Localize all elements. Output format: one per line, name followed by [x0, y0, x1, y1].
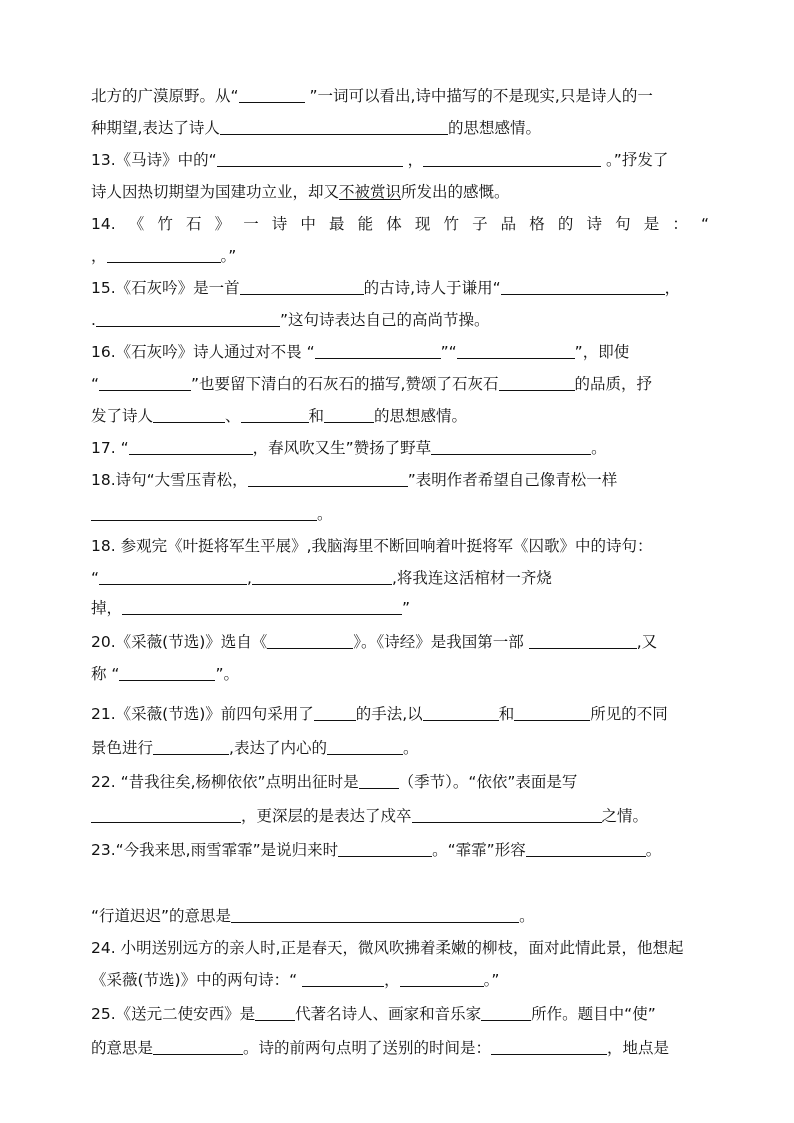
answer-blank[interactable]	[423, 151, 601, 167]
line-q14-1: 14. 《 竹 石 》 一 诗 中 最 能 体 现 竹 子 品 格 的 诗 句 是 ： “	[91, 215, 709, 233]
line-q13-1: 13.《马诗》中的“ ， 。”抒发了	[91, 151, 669, 169]
answer-blank[interactable]	[499, 375, 575, 391]
line-q24-2: 《采薇(节选)》中的两句诗：“ ， 。”	[91, 971, 500, 989]
line-q25-2: 的意思是 。诗的前两句点明了送别的时间是： ，地点是	[91, 1039, 670, 1057]
line-q21-1: 21.《采薇(节选)》前四句采用了 的手法,以 和 所见的不同	[91, 705, 668, 723]
line-q22-2: ，更深层的是表达了戍卒 之情。	[91, 806, 709, 826]
line-q20-2: 称 “ ”。	[91, 665, 239, 683]
answer-blank[interactable]	[99, 569, 247, 585]
line-q18b-1: 18. 参观完《叶挺将军生平展》,我脑海里不断回响着叶挺将军《囚歌》中的诗句：	[91, 537, 653, 555]
line-intro-1: 北方的广漠原野。从“ ”一词可以看出,诗中描写的不是现实,只是诗人的一	[91, 87, 653, 105]
answer-blank[interactable]	[107, 247, 221, 263]
line-q21-2: 景色进行 ,表达了内心的 。	[91, 739, 419, 757]
line-q17: 17. “ ，春风吹又生”赞扬了野草 。	[91, 439, 607, 457]
answer-blank[interactable]	[252, 569, 392, 585]
answer-blank[interactable]	[491, 1039, 607, 1055]
answer-blank[interactable]	[153, 407, 225, 423]
answer-blank[interactable]	[514, 705, 590, 721]
underlined-text: 不被赏识	[339, 183, 402, 201]
answer-blank[interactable]	[231, 907, 519, 923]
line-q16-3: 发了诗人 、 和 的思想感情。	[91, 407, 468, 425]
answer-blank[interactable]	[153, 1039, 243, 1055]
line-q18a-2: 。	[91, 504, 709, 524]
answer-blank[interactable]	[327, 739, 403, 755]
line-q14-2: ， 。”	[91, 247, 237, 265]
answer-blank[interactable]	[338, 841, 432, 857]
answer-blank[interactable]	[255, 1005, 295, 1021]
answer-blank[interactable]	[96, 311, 280, 327]
line-q15-2: . ”这句诗表达自己的高尚节操。	[91, 311, 490, 329]
answer-blank[interactable]	[239, 87, 305, 103]
line-q16-2: “ ”也要留下清白的石灰石的描写,赞颂了石灰石 的品质，抒	[91, 375, 653, 393]
answer-blank[interactable]	[99, 375, 191, 391]
answer-blank[interactable]	[529, 633, 637, 649]
answer-blank[interactable]	[457, 343, 575, 359]
line-q18b-3: 掉， ”	[91, 599, 411, 617]
line-intro-2: 种期望,表达了诗人 的思想感情。	[91, 119, 541, 137]
answer-blank[interactable]	[248, 471, 408, 487]
answer-blank[interactable]	[324, 407, 374, 423]
answer-blank[interactable]	[220, 119, 448, 135]
line-q24-1: 24. 小明送别远方的亲人时,正是春天，微风吹拂着柔嫩的柳枝，面对此情此景，他想起	[91, 939, 684, 957]
answer-blank[interactable]	[359, 773, 399, 789]
answer-blank[interactable]	[412, 807, 602, 823]
line-q22-1: 22. “昔我往矣,杨柳依依”点明出征时是 （季节）。“依依”表面是写	[91, 773, 578, 791]
line-q16-1: 16.《石灰吟》诗人通过对不畏 “ ”“ ”，即使	[91, 343, 630, 361]
answer-blank[interactable]	[315, 343, 441, 359]
answer-blank[interactable]	[122, 599, 402, 615]
answer-blank[interactable]	[423, 705, 499, 721]
answer-blank[interactable]	[481, 1005, 531, 1021]
answer-blank[interactable]	[240, 279, 364, 295]
answer-blank[interactable]	[241, 407, 309, 423]
answer-blank[interactable]	[129, 439, 253, 455]
answer-blank[interactable]	[119, 665, 215, 681]
answer-blank[interactable]	[302, 971, 384, 987]
line-q23-1: 23.“今我来思,雨雪霏霏”是说归来时 。“霏霏”形容 。	[91, 841, 662, 859]
answer-blank[interactable]	[217, 151, 403, 167]
answer-blank[interactable]	[91, 807, 241, 823]
answer-blank[interactable]	[267, 633, 353, 649]
line-q18a-1: 18.诗句“大雪压青松， ”表明作者希望自己像青松一样	[91, 471, 618, 489]
line-q18b-2: “ , ,将我连这活棺材一齐烧	[91, 569, 552, 587]
answer-blank[interactable]	[314, 705, 356, 721]
line-q15-1: 15.《石灰吟》是一首 的古诗,诗人于谦用“ ，	[91, 279, 681, 297]
line-q25-1: 25.《送元二使安西》是 代著名诗人、画家和音乐家 所作。题目中“使”	[91, 1005, 656, 1023]
line-q23-2: “行道迟迟”的意思是 。	[91, 907, 535, 925]
answer-blank[interactable]	[400, 971, 484, 987]
answer-blank[interactable]	[431, 439, 591, 455]
line-q20-1: 20.《采薇(节选)》选自《 》。《诗经》是我国第一部 ,又	[91, 633, 658, 651]
answer-blank[interactable]	[501, 279, 665, 295]
answer-blank[interactable]	[526, 841, 646, 857]
answer-blank[interactable]	[153, 739, 229, 755]
line-q13-2: 诗人因热切期望为国建功立业，却又不被赏识所发出的感慨。	[91, 183, 510, 201]
answer-blank[interactable]	[91, 505, 317, 521]
